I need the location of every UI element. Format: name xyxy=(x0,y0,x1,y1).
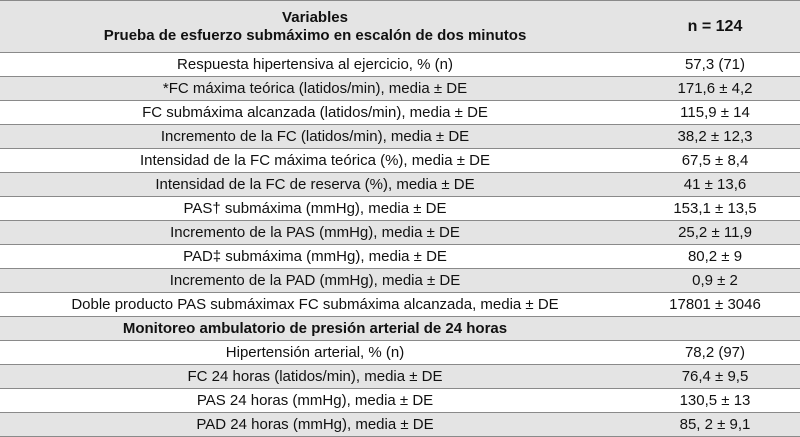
row-value: 85, 2 ± 9,1 xyxy=(679,416,751,433)
table-header xyxy=(0,1,800,53)
row-value: 67,5 ± 8,4 xyxy=(681,152,749,169)
row-label: PAS 24 horas (mmHg), media ± DE xyxy=(196,391,434,409)
row-value: 38,2 ± 12,3 xyxy=(677,128,753,145)
row-value: 57,3 (71) xyxy=(684,56,746,73)
header-n-label: n = 124 xyxy=(687,17,743,35)
table-row xyxy=(0,245,800,269)
row-label: Intensidad de la FC de reserva (%), media ± DE xyxy=(155,175,475,193)
table-row xyxy=(0,341,800,365)
table-row xyxy=(0,77,800,101)
section-title: Monitoreo ambulatorio de presión arterial de 24 horas xyxy=(122,319,508,337)
table-row xyxy=(0,101,800,125)
table-row xyxy=(0,149,800,173)
table-row xyxy=(0,221,800,245)
row-label: Hipertensión arterial, % (n) xyxy=(225,343,405,361)
row-label: Intensidad de la FC máxima teórica (%), media ± DE xyxy=(139,151,491,169)
table-row xyxy=(0,53,800,77)
row-value: 130,5 ± 13 xyxy=(679,392,751,409)
row-label: Incremento de la PAD (mmHg), media ± DE xyxy=(169,271,461,289)
row-label: Incremento de la FC (latidos/min), media ± DE xyxy=(160,127,470,145)
row-label: Respuesta hipertensiva al ejercicio, % (n) xyxy=(177,55,453,73)
row-value: 78,2 (97) xyxy=(684,344,746,361)
row-value: 115,9 ± 14 xyxy=(680,104,750,121)
row-label: *FC máxima teórica (latidos/min), media ± DE xyxy=(162,79,468,97)
row-value: 76,4 ± 9,5 xyxy=(681,368,749,385)
row-label: FC submáxima alcanzada (latidos/min), media ± DE xyxy=(142,103,488,121)
section-header xyxy=(0,317,800,341)
header-title: Variables xyxy=(282,8,348,26)
table-row xyxy=(0,293,800,317)
row-label: PAD‡ submáxima (mmHg), media ± DE xyxy=(183,247,447,265)
table-row xyxy=(0,269,800,293)
row-value: 0,9 ± 2 xyxy=(692,272,738,289)
header-variables-cell xyxy=(0,9,630,45)
row-value: 25,2 ± 11,9 xyxy=(678,224,752,241)
table-row xyxy=(0,173,800,197)
table-row xyxy=(0,125,800,149)
row-value: 153,1 ± 13,5 xyxy=(673,200,757,217)
row-value: 80,2 ± 9 xyxy=(687,248,743,265)
row-label: FC 24 horas (latidos/min), media ± DE xyxy=(187,367,443,385)
row-value: 171,6 ± 4,2 xyxy=(677,80,753,97)
row-value: 17801 ± 3046 xyxy=(669,296,761,313)
row-value: 41 ± 13,6 xyxy=(683,176,747,193)
table-row xyxy=(0,389,800,413)
table-row xyxy=(0,413,800,437)
row-label: PAD 24 horas (mmHg), media ± DE xyxy=(196,415,434,433)
row-label: Incremento de la PAS (mmHg), media ± DE xyxy=(170,223,460,241)
table-row xyxy=(0,197,800,221)
row-label: PAS† submáxima (mmHg), media ± DE xyxy=(183,199,447,217)
row-label: Doble producto PAS submáximax FC submáxima alcanzada, media ± DE xyxy=(71,295,559,313)
table-row xyxy=(0,365,800,389)
header-subtitle: Prueba de esfuerzo submáximo en escalón de dos minutos xyxy=(103,26,527,44)
